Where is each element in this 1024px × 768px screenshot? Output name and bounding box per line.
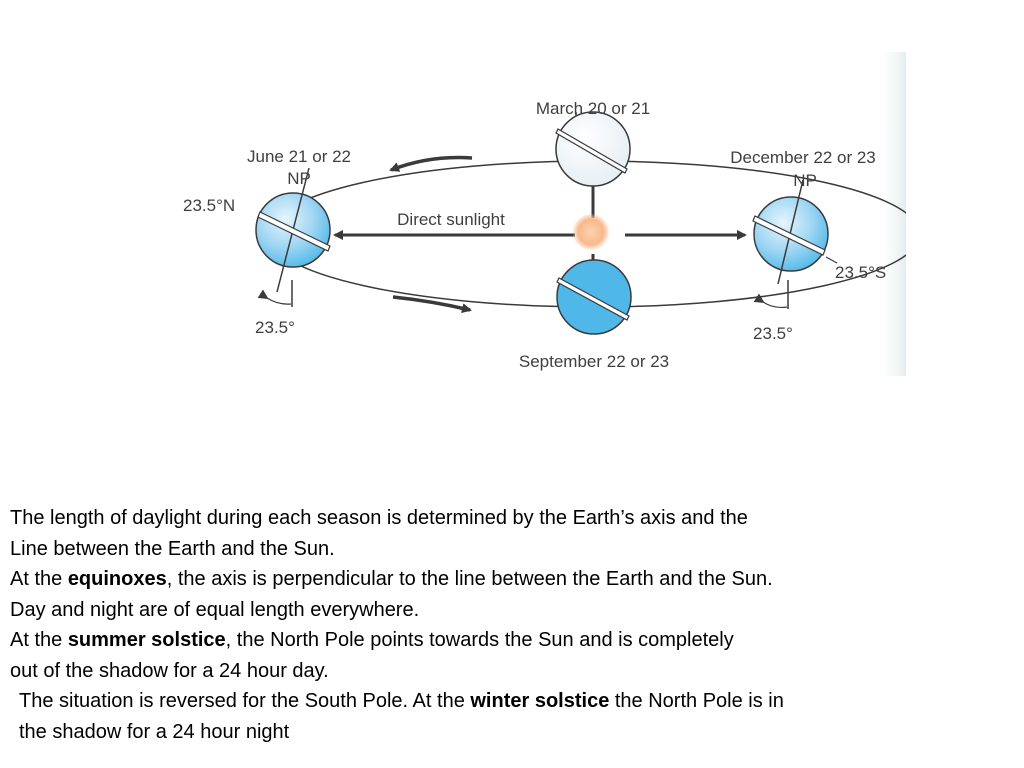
label-june-np: NP (287, 169, 311, 188)
caption-line-4: Day and night are of equal length everywhere. (10, 598, 420, 621)
label-june: June 21 or 22 (247, 147, 351, 166)
caption-text-fragment: , the axis is perpendicular to the line between the Earth and the Sun. (166, 568, 773, 590)
label-december: December 22 or 23 (730, 148, 876, 167)
term-summer-solstice: summer solstice (67, 629, 226, 651)
sun (573, 214, 609, 250)
caption-text-fragment: At the (10, 629, 68, 651)
term-equinoxes: equinoxes (67, 568, 167, 590)
label-direct-sunlight: Direct sunlight (397, 210, 505, 229)
panel-edge-tint (875, 52, 906, 376)
label-december-latitude: 23.5°S (835, 263, 887, 282)
label-september: September 22 or 23 (518, 352, 670, 371)
caption-text (10, 503, 1014, 747)
earth-september (557, 260, 631, 334)
caption-line-1: The length of daylight during each season is determined by the Earth’s axis and the (10, 507, 748, 529)
caption-text-fragment: , the North Pole points towards the Sun and is completely (225, 629, 734, 651)
label-june-angle: 23.5° (255, 318, 295, 337)
label-december-np: NP (793, 171, 817, 190)
earth-orbit-diagram (175, 52, 906, 376)
label-june-latitude: 23.5°N (183, 196, 236, 215)
caption-text-fragment: the North Pole is in (609, 690, 784, 712)
caption-line-6: out of the shadow for a 24 hour day. (10, 659, 329, 682)
term-winter-solstice: winter solstice (470, 690, 610, 712)
label-march: March 20 or 21 (535, 99, 651, 118)
label-december-angle: 23.5° (753, 324, 793, 343)
caption-line-2: Line between the Earth and the Sun. (10, 537, 335, 560)
earth-march (556, 112, 630, 186)
caption-line-8: the shadow for a 24 hour night (19, 720, 290, 743)
caption-line-3 (10, 564, 1014, 595)
caption-text-fragment: The situation is reversed for the South Pole. At the (19, 690, 471, 712)
caption-line-5 (10, 625, 1014, 656)
caption-line-7 (10, 686, 1014, 717)
caption-text-fragment: At the (10, 568, 68, 590)
